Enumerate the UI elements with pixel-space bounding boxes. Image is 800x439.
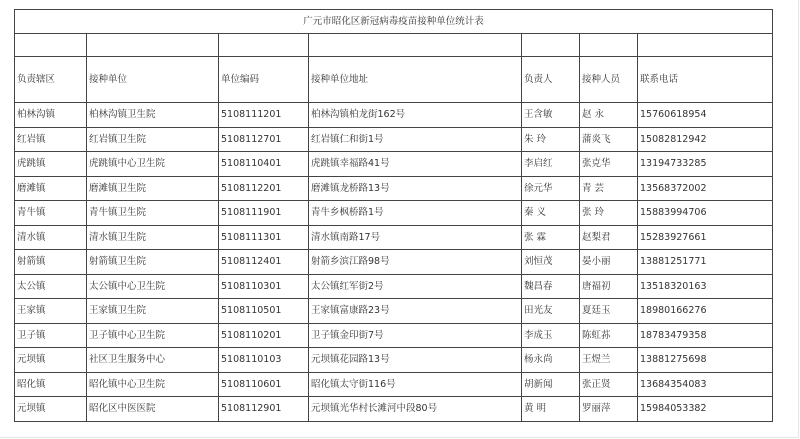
person-in-charge-cell: 朱 玲 [522, 127, 580, 152]
person-in-charge-cell: 黄 明 [522, 397, 580, 422]
header-district: 负责辖区 [15, 57, 87, 103]
district-cell: 元坝镇 [15, 397, 87, 422]
phone-cell: 18783479358 [638, 323, 773, 348]
phone-cell: 13194733285 [638, 152, 773, 177]
district-cell: 射箭镇 [15, 250, 87, 275]
header-unit: 接种单位 [87, 57, 219, 103]
table-row [15, 299, 773, 324]
unit-code-cell: 5108111301 [219, 225, 309, 250]
unit-cell: 红岩镇卫生院 [87, 127, 219, 152]
vaccination-units-table [14, 9, 773, 422]
unit-cell: 社区卫生服务中心 [87, 348, 219, 373]
address-cell: 青牛乡枫桥路1号 [309, 201, 522, 226]
phone-cell: 13881251771 [638, 250, 773, 275]
blank-cell [87, 34, 219, 57]
header-unit-code: 单位编码 [219, 57, 309, 103]
phone-cell: 15082812942 [638, 127, 773, 152]
unit-cell: 柏林沟镇卫生院 [87, 103, 219, 128]
blank-row [15, 34, 773, 57]
district-cell: 王家镇 [15, 299, 87, 324]
table-row [15, 225, 773, 250]
unit-cell: 昭化镇中心卫生院 [87, 372, 219, 397]
person-in-charge-cell: 徐元华 [522, 176, 580, 201]
phone-cell: 13684354083 [638, 372, 773, 397]
address-cell: 红岩镇仁和街1号 [309, 127, 522, 152]
staff-cell: 夏廷玉 [580, 299, 638, 324]
table-row [15, 152, 773, 177]
district-cell: 青牛镇 [15, 201, 87, 226]
blank-cell [309, 34, 522, 57]
person-in-charge-cell: 胡新闻 [522, 372, 580, 397]
address-cell: 柏林沟镇柏龙街162号 [309, 103, 522, 128]
unit-cell: 清水镇卫生院 [87, 225, 219, 250]
staff-cell: 蒲炎飞 [580, 127, 638, 152]
person-in-charge-cell: 魏昌春 [522, 274, 580, 299]
unit-cell: 射箭镇卫生院 [87, 250, 219, 275]
table-row [15, 348, 773, 373]
phone-cell: 13568372002 [638, 176, 773, 201]
table-row [15, 127, 773, 152]
unit-code-cell: 5108112201 [219, 176, 309, 201]
address-cell: 清水镇南路17号 [309, 225, 522, 250]
header-staff: 接种人员 [580, 57, 638, 103]
unit-cell: 昭化区中医医院 [87, 397, 219, 422]
table-row [15, 397, 773, 422]
staff-cell: 赵 永 [580, 103, 638, 128]
title-row [15, 10, 773, 34]
table-row [15, 372, 773, 397]
table-row [15, 250, 773, 275]
district-cell: 虎跳镇 [15, 152, 87, 177]
table-title: 广元市昭化区新冠病毒疫苗接种单位统计表 [15, 10, 773, 34]
table-row [15, 274, 773, 299]
blank-cell [522, 34, 580, 57]
staff-cell: 唐福初 [580, 274, 638, 299]
unit-code-cell: 5108112901 [219, 397, 309, 422]
address-cell: 元坝镇花园路13号 [309, 348, 522, 373]
person-in-charge-cell: 王含敏 [522, 103, 580, 128]
header-row [15, 57, 773, 103]
unit-code-cell: 5108110401 [219, 152, 309, 177]
unit-code-cell: 5108110103 [219, 348, 309, 373]
staff-cell: 赵梨君 [580, 225, 638, 250]
blank-cell [580, 34, 638, 57]
unit-code-cell: 5108110201 [219, 323, 309, 348]
unit-cell: 太公镇中心卫生院 [87, 274, 219, 299]
phone-cell: 13881275698 [638, 348, 773, 373]
unit-code-cell: 5108111201 [219, 103, 309, 128]
table-row [15, 201, 773, 226]
staff-cell: 青 芸 [580, 176, 638, 201]
unit-cell: 王家镇卫生院 [87, 299, 219, 324]
district-cell: 柏林沟镇 [15, 103, 87, 128]
person-in-charge-cell: 李启红 [522, 152, 580, 177]
table-row [15, 323, 773, 348]
person-in-charge-cell: 李成玉 [522, 323, 580, 348]
unit-cell: 磨滩镇卫生院 [87, 176, 219, 201]
unit-code-cell: 5108112701 [219, 127, 309, 152]
phone-cell: 15283927661 [638, 225, 773, 250]
address-cell: 卫子镇金印街7号 [309, 323, 522, 348]
unit-code-cell: 5108110301 [219, 274, 309, 299]
staff-cell: 张克华 [580, 152, 638, 177]
unit-cell: 虎跳镇中心卫生院 [87, 152, 219, 177]
phone-cell: 18980166276 [638, 299, 773, 324]
person-in-charge-cell: 秦 义 [522, 201, 580, 226]
person-in-charge-cell: 张 霖 [522, 225, 580, 250]
staff-cell: 晏小丽 [580, 250, 638, 275]
blank-cell [15, 34, 87, 57]
phone-cell: 15883994706 [638, 201, 773, 226]
district-cell: 元坝镇 [15, 348, 87, 373]
unit-code-cell: 5108110601 [219, 372, 309, 397]
header-phone: 联系电话 [638, 57, 773, 103]
staff-cell: 王煜兰 [580, 348, 638, 373]
blank-cell [638, 34, 773, 57]
phone-cell: 15760618954 [638, 103, 773, 128]
address-cell: 王家镇富康路23号 [309, 299, 522, 324]
district-cell: 磨滩镇 [15, 176, 87, 201]
header-person-in-charge: 负责人 [522, 57, 580, 103]
phone-cell: 15984053382 [638, 397, 773, 422]
address-cell: 元坝镇光华村长滩河中段80号 [309, 397, 522, 422]
blank-cell [219, 34, 309, 57]
table-row [15, 103, 773, 128]
unit-code-cell: 5108112401 [219, 250, 309, 275]
address-cell: 太公镇红军街2号 [309, 274, 522, 299]
address-cell: 磨滩镇龙桥路13号 [309, 176, 522, 201]
staff-cell: 张 玲 [580, 201, 638, 226]
address-cell: 昭化镇太守街116号 [309, 372, 522, 397]
address-cell: 虎跳镇幸福路41号 [309, 152, 522, 177]
unit-code-cell: 5108111901 [219, 201, 309, 226]
unit-cell: 卫子镇中心卫生院 [87, 323, 219, 348]
district-cell: 昭化镇 [15, 372, 87, 397]
unit-cell: 青牛镇卫生院 [87, 201, 219, 226]
person-in-charge-cell: 田光友 [522, 299, 580, 324]
unit-code-cell: 5108110501 [219, 299, 309, 324]
district-cell: 清水镇 [15, 225, 87, 250]
staff-cell: 张正贤 [580, 372, 638, 397]
district-cell: 红岩镇 [15, 127, 87, 152]
table-row [15, 176, 773, 201]
header-address: 接种单位地址 [309, 57, 522, 103]
staff-cell: 陈虹荪 [580, 323, 638, 348]
district-cell: 太公镇 [15, 274, 87, 299]
person-in-charge-cell: 杨永尚 [522, 348, 580, 373]
district-cell: 卫子镇 [15, 323, 87, 348]
phone-cell: 13518320163 [638, 274, 773, 299]
person-in-charge-cell: 刘恒茂 [522, 250, 580, 275]
staff-cell: 罗丽萍 [580, 397, 638, 422]
address-cell: 射箭乡滨江路98号 [309, 250, 522, 275]
